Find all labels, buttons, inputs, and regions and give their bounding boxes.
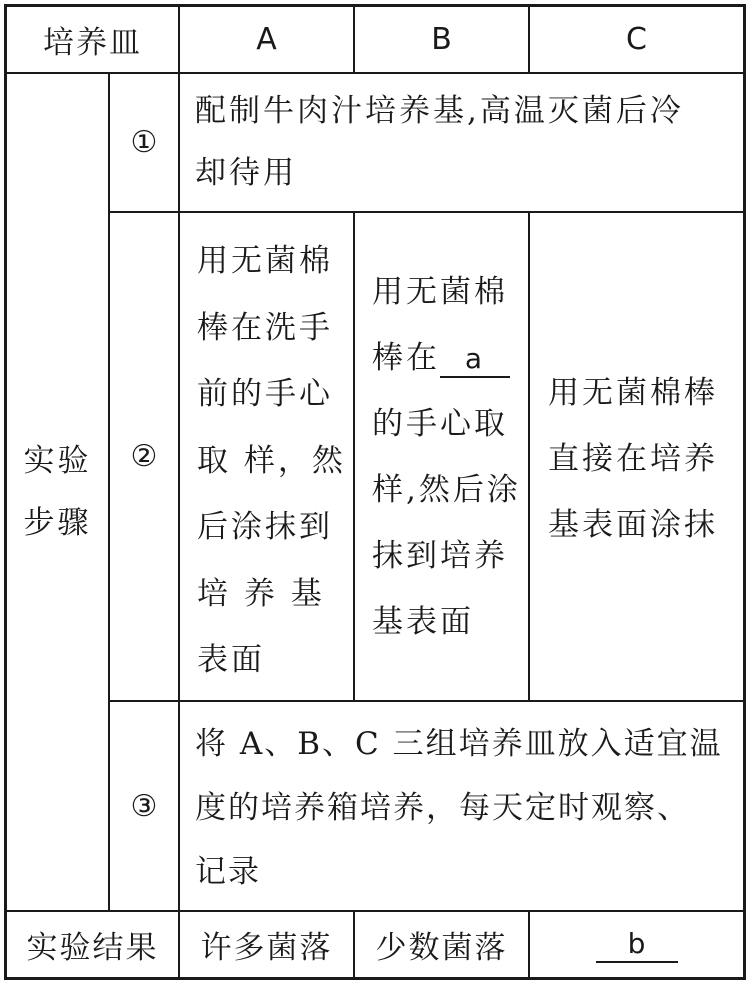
result-c <box>530 912 743 977</box>
step1-text <box>195 80 740 208</box>
step2-b-line-with-blank <box>372 325 527 391</box>
step2-b-line: 用无菌棉 <box>372 274 508 310</box>
step2-a-line: 前的手心 <box>197 376 333 412</box>
bc-divider-step2 <box>528 211 530 702</box>
header-col-c: C <box>626 22 647 57</box>
step2-c-text <box>548 360 738 560</box>
step2-divider <box>108 700 746 702</box>
step1-line2: 却待用 <box>195 155 297 191</box>
steps-label-line1: 实验 <box>23 443 92 479</box>
step2-a-line: 棒在洗手 <box>197 309 333 346</box>
header-col-b: B <box>431 22 452 57</box>
step1-line1: 配制牛肉汁培养基,高温灭菌后冷 <box>195 93 684 129</box>
step2-c-line: 基表面涂抹 <box>548 507 718 543</box>
table-border-right <box>743 4 746 980</box>
step2-a-line: 用无菌棉 <box>197 243 333 279</box>
number-col-divider <box>178 4 180 980</box>
step3-number: ③ <box>130 788 158 824</box>
step2-b-line: 基表面 <box>372 604 474 640</box>
steps-label <box>7 74 108 910</box>
step2-a-line: 后涂抹到 <box>197 509 333 545</box>
step2-b-line-prefix: 棒在 <box>372 340 440 376</box>
step2-a-line: 表面 <box>197 642 265 678</box>
step3-line2: 度的培养箱培养，每天定时观察、 <box>195 790 690 826</box>
step2-c-line: 直接在培养 <box>548 441 718 477</box>
header-col-a: A <box>256 22 277 57</box>
table-border-bottom <box>4 977 746 980</box>
step2-a-line: 取 样，然 <box>197 442 346 479</box>
step2-c-line: 用无菌棉棒 <box>548 375 718 411</box>
step2-b-line: 样,然后涂 <box>372 472 521 508</box>
step2-a-line: 培 养 基 <box>197 575 325 612</box>
step2-b-text <box>372 259 527 659</box>
result-b: 少数菌落 <box>375 930 508 966</box>
blank-b: b <box>596 927 678 963</box>
blank-a: a <box>440 342 510 378</box>
step3-line1: 将 A、B、C 三组培养皿放入适宜温 <box>195 726 723 762</box>
result-label: 实验结果 <box>26 930 159 966</box>
step2-a-text <box>197 228 347 688</box>
ab-divider-step2 <box>353 211 355 702</box>
step3-text <box>195 712 743 904</box>
step2-number: ② <box>130 439 158 474</box>
step2-b-line: 的手心取 <box>372 406 508 442</box>
steps-label-line2: 步骤 <box>23 505 92 541</box>
step2-b-line: 抹到培养 <box>372 538 508 574</box>
header-dish-label: 培养皿 <box>43 25 142 61</box>
result-a: 许多菌落 <box>200 930 333 966</box>
step1-number: ① <box>130 125 158 160</box>
step3-line3: 记录 <box>195 854 261 890</box>
step1-divider <box>108 211 746 213</box>
